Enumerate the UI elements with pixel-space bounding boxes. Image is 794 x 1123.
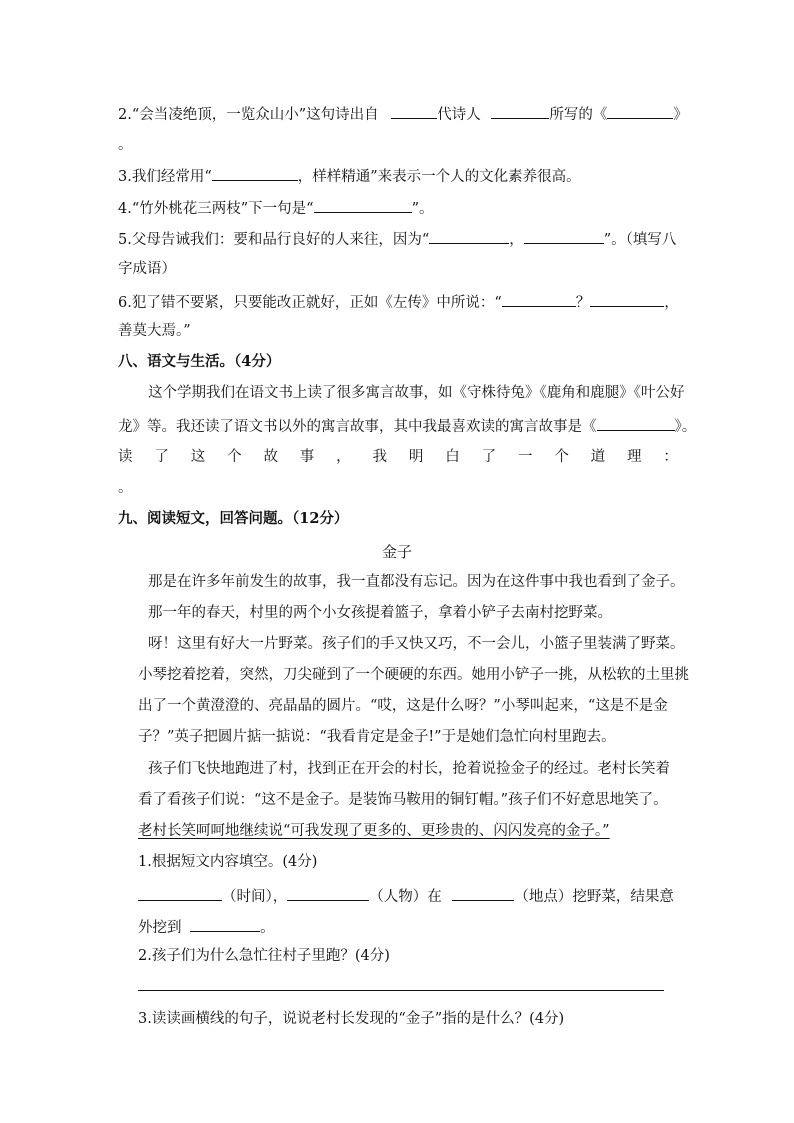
- q6-blank-1[interactable]: [502, 292, 576, 307]
- q2-blank-dynasty[interactable]: [391, 104, 437, 119]
- q2-text-b: 代诗人: [437, 107, 481, 123]
- question-3-line: [118, 166, 678, 186]
- section-8-paragraph-1: 这个学期我们在语文书上读了很多寓言故事，如《守株待兔》《鹿角和鹿腿》《叶公好: [148, 385, 685, 401]
- story-paragraph-2: 那一年的春天，村里的两个小女孩提着篮子，拿着小铲子去南村挖野菜。: [148, 605, 612, 621]
- q3-text-b: ，样样精通”来表示一个人的文化素养很高。: [297, 169, 581, 185]
- section-8-spread-line: [118, 448, 678, 466]
- spread-char: 了: [154, 449, 169, 465]
- rq1-blank-time[interactable]: [138, 886, 222, 901]
- spread-char: 故: [263, 449, 278, 465]
- sec8-blank-fable[interactable]: [597, 416, 675, 431]
- reading-question-2: 2.孩子们为什么急忙往村子里跑？(4分): [138, 948, 390, 964]
- q5-text-c: ”。（填写八: [603, 232, 677, 248]
- q2-blank-poem[interactable]: [607, 104, 673, 119]
- spread-char: 我: [372, 449, 388, 465]
- story-paragraph-4-line-2: 看了看孩子们说：“这不是金子。是装饰马鞍用的铜钉帽。”孩子们不好意思地笑了。: [138, 792, 668, 808]
- q4-text-b: ”。: [411, 201, 434, 217]
- story-paragraph-4-line-1: 孩子们飞快地跑进了村，找到正在开会的村长，抢着说捡金子的经过。老村长笑着: [148, 761, 670, 777]
- q5-blank-1[interactable]: [429, 229, 509, 244]
- rq1-text-e: 。: [260, 920, 275, 936]
- spread-char: 读: [118, 449, 133, 465]
- story-paragraph-3-line-3: 出了一个黄澄澄的、亮晶晶的圆片。“哎，这是什么呀？”小琴叫起来，“这是不是金: [138, 698, 668, 714]
- rq1-blank-place[interactable]: [452, 886, 514, 901]
- q5-blank-2[interactable]: [524, 229, 604, 244]
- question-2-line: [118, 104, 688, 124]
- q2-text-c: 所写的《: [549, 107, 608, 123]
- spread-char: 个: [554, 449, 569, 465]
- q3-blank[interactable]: [212, 166, 298, 181]
- rq1-blank-people[interactable]: [287, 886, 369, 901]
- rq1-text-b: （人物）在: [369, 889, 442, 905]
- rq1-text-d: 外挖到: [138, 920, 182, 936]
- q2-blank-poet[interactable]: [491, 104, 549, 119]
- spread-char: 白: [445, 449, 460, 465]
- spread-char: 道: [590, 449, 606, 465]
- story-paragraph-3-line-4: 子？”英子把圆片掂一掂说：“我看肯定是金子!”于是她们急忙向村里跑去。: [138, 729, 616, 745]
- q4-blank[interactable]: [314, 198, 412, 213]
- q3-text-a: 3.我们经常用“: [118, 169, 212, 185]
- spread-char: 了: [481, 449, 497, 465]
- q4-text-a: 4.“竹外桃花三两枝”下一句是“: [118, 201, 314, 217]
- spread-char: ，: [336, 449, 351, 465]
- q2-text-d: 》: [673, 107, 688, 123]
- spread-char: 明: [408, 449, 424, 465]
- sec8-text-p2a: 龙》等。我还读了语文书以外的寓言故事，其中我最喜欢读的寓言故事是《: [118, 419, 597, 435]
- q5-text-b: ，: [509, 232, 524, 248]
- q6-text-a: 6.犯了错不要紧，只要能改正就好，正如《左传》中所说：“: [118, 295, 502, 311]
- section-8-heading: 八、语文与生活。（4分）: [118, 353, 281, 370]
- q6-text-b: ？: [575, 295, 591, 311]
- section-8-end-mark: 。: [118, 480, 133, 496]
- reading-question-1-fill-line: [138, 886, 678, 906]
- reading-question-3: 3.读读画横线的句子，说说老村长发现的“金子”指的是什么？(4分): [138, 1011, 565, 1027]
- question-6-line: [118, 292, 678, 312]
- story-paragraph-1: 那是在许多年前发生的故事，我一直都没有忘记。因为在这件事中我也看到了金子。: [148, 574, 685, 590]
- spread-char: 理: [627, 449, 642, 465]
- q2-text-a: 2.“会当凌绝顶，一览众山小”这句诗出自: [118, 107, 379, 123]
- q6-text-c: ，: [664, 295, 679, 311]
- q5-continuation: 字成语）: [118, 261, 176, 277]
- story-paragraph-3-line-1: 呀！这里有好大一片野菜。孩子们的手又快又巧，不一会儿，小篮子里装满了野菜。: [148, 636, 685, 652]
- story-title: 金子: [381, 543, 412, 561]
- q6-continuation: 善莫大焉。”: [118, 323, 191, 339]
- spread-char: ：: [663, 449, 678, 465]
- question-5-line: [118, 229, 678, 249]
- spread-char: 这: [190, 449, 206, 465]
- spread-char: 事: [299, 449, 315, 465]
- answer-line[interactable]: [138, 990, 664, 991]
- rq1-blank-found[interactable]: [190, 917, 260, 932]
- rq1-text-c: （地点）挖野菜，结果意: [514, 889, 674, 905]
- spread-char: 一: [517, 449, 533, 465]
- reading-question-1: 1.根据短文内容填空。(4分): [138, 854, 318, 870]
- rq1-text-a: （时间），: [222, 889, 288, 905]
- q5-text-a: 5.父母告诫我们：要和品行良好的人来往，因为“: [118, 232, 430, 248]
- section-9-heading: 九、阅读短文，回答问题。（12分）: [118, 510, 349, 527]
- reading-question-1-fill-line-2: [138, 917, 678, 937]
- section-8-paragraph-2: [118, 416, 697, 436]
- underlined-sentence: 老村长笑呵呵地继续说“可我发现了更多的、更珍贵的、闪闪发亮的金子。”: [138, 823, 610, 839]
- q2-end-mark: 。: [118, 137, 133, 153]
- spread-char: 个: [227, 449, 242, 465]
- story-paragraph-3-line-2: 小琴挖着挖着，突然，刀尖碰到了一个硬硬的东西。她用小铲子一挑，从松软的土里挑: [138, 667, 689, 683]
- q6-blank-2[interactable]: [590, 292, 664, 307]
- sec8-text-p2b: 》。: [674, 419, 697, 435]
- question-4-line: [118, 198, 678, 218]
